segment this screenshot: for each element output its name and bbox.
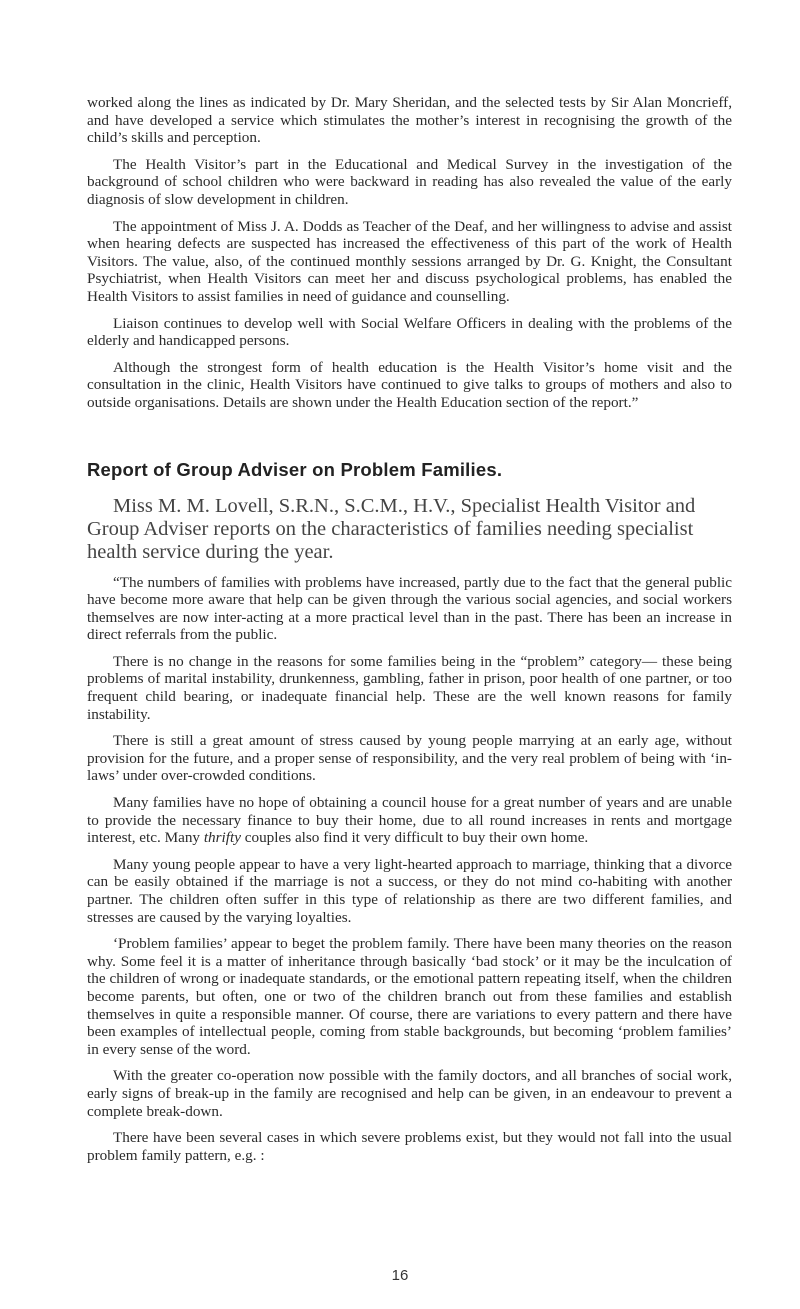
section-intro: Miss M. M. Lovell, S.R.N., S.C.M., H.V., Specialist Health Visitor and Group Adviser reports on the characteristics of families needing specialist health service during the year. — [87, 494, 696, 563]
paragraph: ‘Problem families’ appear to beget the problem family. There have been many theories on the reason why. Some feel it is a matter of inheritance through basically ‘bad stock’ or it may be the inculcation of the children of wrong or inadequate standards, or the emotional pattern repeating itself, when the children become parents, but often, one or two of the children branch out from these families and establish themselves in quite a responsible manner. Of course, there are variations to every pattern and there have been examples of intellectual people, coming from stable backgrounds, but becoming ‘problem families’ in every sense of the word. — [87, 935, 732, 1058]
paragraph: Many young people appear to have a very light-hearted approach to marriage, thinking that a divorce can be easily obtained if the marriage is not a success, or they do not mind co-habiting with another partner. The children often suffer in this type of relationship as there are two different families, and stresses are caused by the varying loyalties. — [87, 855, 732, 926]
section-body — [87, 574, 732, 1165]
document-page — [87, 94, 732, 1164]
paragraph: Although the strongest form of health education is the Health Visitor’s home visit and the consultation in the clinic, Health Visitors have continued to give talks to groups of mothers and also to outside organisations. Details are shown under the Health Education section of the report.” — [87, 358, 732, 411]
section-heading: Report of Group Adviser on Problem Families. — [87, 458, 503, 480]
paragraph: Liaison continues to develop well with Social Welfare Officers in dealing with the problems of the elderly and handicapped persons. — [87, 314, 732, 350]
paragraph: With the greater co-operation now possible with the family doctors, and all branches of social work, early signs of break-up in the family are recognised and help can be given, in an endeavour to prevent a complete break-down. — [87, 1067, 732, 1120]
paragraph-text: couples also find it very difficult to buy their own home. — [240, 829, 589, 847]
paragraph: The appointment of Miss J. A. Dodds as Teacher of the Deaf, and her willingness to advise and assist when hearing defects are suspected has increased the effectiveness of this part of the work of Health Visitors. The value, also, of the continued monthly sessions arranged by Dr. G. Knight, the Consultant Psychiatrist, when Health Visitors can meet her and discuss psychological problems, has enabled the Health Visitors to assist families in need of guidance and counselling. — [87, 217, 732, 305]
continuation-text — [87, 94, 732, 412]
paragraph — [87, 794, 732, 847]
paragraph: There is still a great amount of stress caused by young people marrying at an early age, without provision for the future, and a proper sense of responsibility, and the very real problem of being with ‘in-laws’ under over-crowded conditions. — [87, 732, 732, 785]
page-number: 16 — [391, 1267, 409, 1284]
paragraph: There is no change in the reasons for some families being in the “problem” category— these being problems of marital instability, drunkenness, gambling, father in prison, poor health of one partner, or too frequent child bearing, or inadequate financial help. These are the well known reasons for family instability. — [87, 652, 732, 723]
paragraph: The Health Visitor’s part in the Educational and Medical Survey in the investigation of the background of school children who were backward in reading has also revealed the value of the early diagnosis of slow development in children. — [87, 155, 732, 208]
paragraph: There have been several cases in which severe problems exist, but they would not fall into the usual problem family pattern, e.g. : — [87, 1129, 732, 1164]
paragraph: “The numbers of families with problems have increased, partly due to the fact that the general public have become more aware that help can be given through the various social agencies, and social workers themselves are now inter-acting at a more practical level than in the past. There has been an increase in direct referrals from the public. — [87, 573, 732, 644]
paragraph: worked along the lines as indicated by Dr. Mary Sheridan, and the selected tests by Sir Alan Moncrieff, and have developed a service which stimulates the mother’s interest in recognising the growth of the child’s skills and perception. — [87, 94, 732, 147]
paragraph-text: Many families have no hope of obtaining a council house for a great number of years and are unable to provide the necessary finance to buy their home, due to all round increases in rents and mortgage interest, etc. Many — [87, 794, 732, 847]
emphasis-text: thrifty — [203, 829, 241, 847]
